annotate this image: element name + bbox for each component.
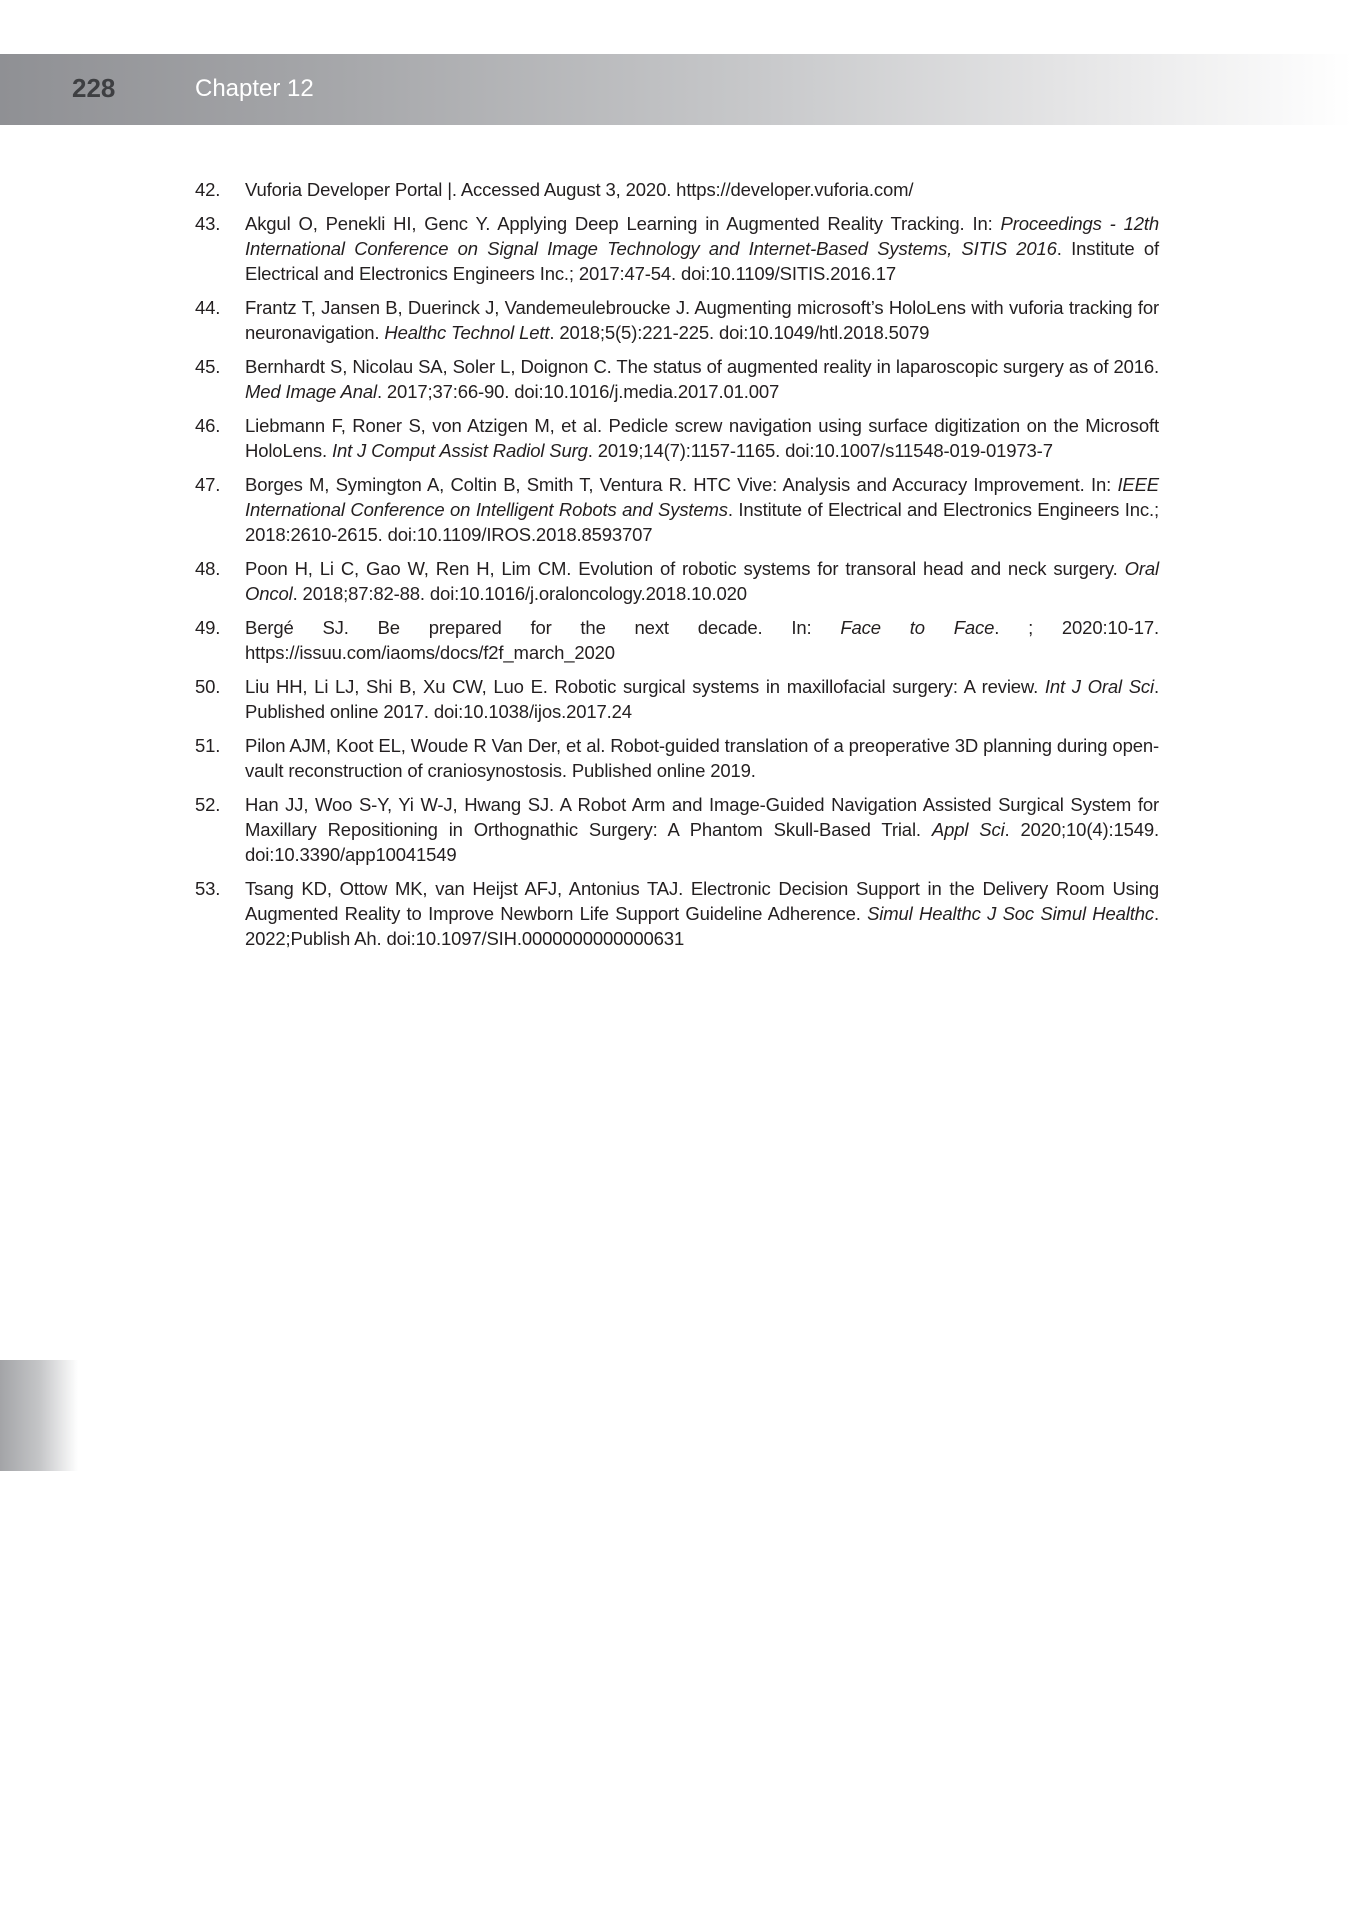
reference-source-title: Med Image Anal <box>245 381 377 402</box>
reference-text-segment: . ; 2020:10-17. https://issuu.com/iaoms/docs/f2f_march_2020 <box>245 617 1160 663</box>
reference-text-segment: . 2018;87:82-88. doi:10.1016/j.oraloncology.2018.10.020 <box>292 583 747 604</box>
reference-text-segment: . 2019;14(7):1157-1165. doi:10.1007/s11548-019-01973-7 <box>587 440 1053 461</box>
reference-text <box>245 179 913 200</box>
reference-text-segment: . 2020;10(4):1549. doi:10.3390/app10041549 <box>245 819 1160 865</box>
reference-text <box>245 878 1159 949</box>
reference-number: 47. <box>195 474 221 495</box>
reference-item <box>195 674 1159 724</box>
reference-text <box>245 794 1159 865</box>
reference-item <box>195 472 1159 547</box>
reference-item <box>195 615 1159 665</box>
reference-text-segment: Borges M, Symington A, Coltin B, Smith T, Ventura R. HTC Vive: Analysis and Accuracy Improvement. In: <box>245 474 1118 495</box>
reference-text <box>245 558 1159 604</box>
reference-text-segment: . Published online 2017. doi:10.1038/ijos.2017.24 <box>245 676 1159 722</box>
reference-text <box>245 415 1159 461</box>
reference-item <box>195 354 1159 404</box>
reference-item <box>195 733 1159 783</box>
reference-text <box>245 735 1159 781</box>
reference-text-segment: Pilon AJM, Koot EL, Woude R Van Der, et al. Robot-guided translation of a preoperative 3D planning during open- vault reconstruction of craniosynostosis. Published online 2019. <box>245 735 1159 781</box>
reference-text <box>245 676 1159 722</box>
reference-source-title: IEEE International Conference on Intelligent Robots and Systems <box>245 474 1159 520</box>
reference-number: 50. <box>195 676 221 697</box>
reference-number: 43. <box>195 213 221 234</box>
reference-number: 51. <box>195 735 221 756</box>
reference-source-title: Int J Oral Sci <box>1044 676 1154 697</box>
reference-source-title: Int J Comput Assist Radiol Surg <box>331 440 588 461</box>
reference-text-segment: Bernhardt S, Nicolau SA, Soler L, Doignon C. The status of augmented reality in laparoscopic surgery as of 2016. <box>245 356 1159 377</box>
reference-source-title: Proceedings - 12th International Conference on Signal Image Technology and Internet-Based Systems, SITIS 2016 <box>245 213 1160 259</box>
reference-text-segment: Liu HH, Li LJ, Shi B, Xu CW, Luo E. Robotic surgical systems in maxillofacial surgery: A review. <box>245 676 1045 697</box>
page-number: 228 <box>72 73 116 103</box>
reference-source-title: Face to Face <box>840 617 995 638</box>
reference-text <box>245 474 1159 545</box>
reference-list <box>195 177 1159 960</box>
reference-source-title: Appl Sci <box>931 819 1005 840</box>
reference-text-segment: Frantz T, Jansen B, Duerinck J, Vandemeulebroucke J. Augmenting microsoft’s HoloLens with vuforia tracking for neuronavigation. <box>245 297 1159 343</box>
reference-item <box>195 556 1159 606</box>
reference-text-segment: Han JJ, Woo S-Y, Yi W-J, Hwang SJ. A Robot Arm and Image-Guided Navigation Assisted Surgical System for Maxillary Repositioning in Orthognathic Surgery: A Phantom Skull-Based Trial. <box>245 794 1159 840</box>
reference-text <box>245 213 1159 284</box>
reference-number: 46. <box>195 415 221 436</box>
reference-text-segment: Liebmann F, Roner S, von Atzigen M, et al. Pedicle screw navigation using surface digitization on the Microsoft HoloLens. <box>245 415 1159 461</box>
reference-text-segment: Poon H, Li C, Gao W, Ren H, Lim CM. Evolution of robotic systems for transoral head and neck surgery. <box>245 558 1125 579</box>
reference-source-title: Simul Healthc J Soc Simul Healthc <box>867 903 1154 924</box>
reference-item <box>195 792 1159 867</box>
reference-text-segment: Akgul O, Penekli HI, Genc Y. Applying Deep Learning in Augmented Reality Tracking. In: <box>245 213 1001 234</box>
reference-number: 45. <box>195 356 221 377</box>
reference-source-title: Oral Oncol <box>245 558 1159 604</box>
reference-item <box>195 295 1159 345</box>
reference-number: 42. <box>195 179 221 200</box>
reference-text <box>245 297 1159 343</box>
reference-number: 44. <box>195 297 221 318</box>
reference-text-segment: . 2018;5(5):221-225. doi:10.1049/htl.2018.5079 <box>549 322 930 343</box>
reference-text <box>245 356 1159 402</box>
reference-text-segment: . 2017;37:66-90. doi:10.1016/j.media.2017.01.007 <box>376 381 780 402</box>
reference-number: 52. <box>195 794 221 815</box>
reference-text-segment: Tsang KD, Ottow MK, van Heijst AFJ, Antonius TAJ. Electronic Decision Support in the Delivery Room Using Augmented Reality to Improve Newborn Life Support Guideline Adherence. <box>245 878 1159 924</box>
thumb-index-tab <box>0 1360 78 1471</box>
reference-text-segment: Vuforia Developer Portal |. Accessed August 3, 2020. https://developer.vuforia.com/ <box>245 179 914 200</box>
reference-text <box>245 617 1159 663</box>
reference-item <box>195 177 1159 202</box>
reference-number: 49. <box>195 617 221 638</box>
reference-item <box>195 876 1159 951</box>
reference-item <box>195 413 1159 463</box>
reference-text-segment: . 2022;Publish Ah. doi:10.1097/SIH.0000000000000631 <box>245 903 1159 949</box>
reference-number: 53. <box>195 878 221 899</box>
reference-number: 48. <box>195 558 221 579</box>
reference-text-segment: Bergé SJ. Be prepared for the next decade. In: <box>245 617 841 638</box>
reference-item <box>195 211 1159 286</box>
reference-text-segment: . Institute of Electrical and Electronics Engineers Inc.; 2018:2610-2615. doi:10.1109/IROS.2018.8593707 <box>245 499 1159 545</box>
reference-source-title: Healthc Technol Lett <box>384 322 550 343</box>
chapter-title: Chapter 12 <box>195 75 314 102</box>
reference-text-segment: . Institute of Electrical and Electronics Engineers Inc.; 2017:47-54. doi:10.1109/SITIS.2016.17 <box>245 238 1159 284</box>
